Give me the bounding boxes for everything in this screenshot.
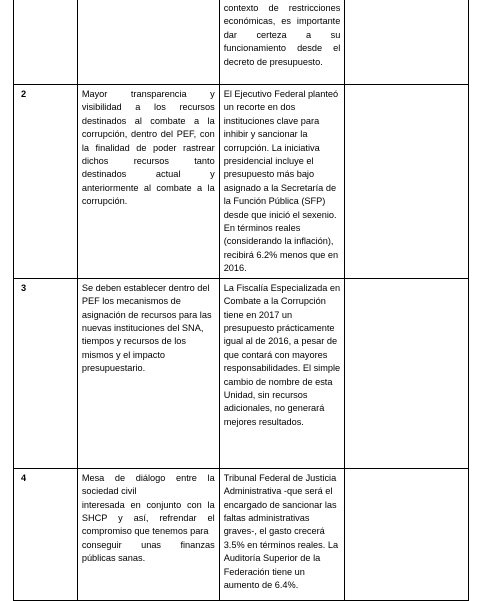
analysis-cell	[219, 0, 345, 85]
row-number-cell: 3	[14, 278, 78, 468]
analysis-text: contexto de restricciones económicas, es importante dar certeza a su funcionamiento desde el decreto de presupuesto.	[223, 3, 341, 67]
measure-line: Mesa de diálogo entre la sociedad civil	[81, 472, 215, 497]
measure-cell	[77, 468, 219, 600]
analysis-cell	[219, 468, 345, 600]
analysis-cell	[219, 85, 345, 279]
measure-cell	[77, 85, 219, 279]
extra-cell	[345, 0, 469, 85]
budget-measures-table	[13, 0, 469, 601]
extra-cell	[345, 468, 469, 600]
analysis-text: La Fiscalía Especializada en Combate a la Corrupción tiene en 2017 un presupuesto prácticamente igual al de 2016, a pesar de que contará con mayores responsabilidades. El simple cambio de nombre de esta Unidad, sin recursos adicionales, no generará mejores resultados.	[223, 282, 341, 427]
measure-text: Mayor transparencia y visibilidad a los recursos destinados al combate a la corrupción, dentro del PEF, con la finalidad de poder rastrear dichos recursos tanto destinados actual y anteriormente al combate a la corrupción.	[81, 89, 215, 207]
measure-text: Se deben establecer dentro del PEF los mecanismos de asignación de recursos para las nuevas instituciones del SNA, tiempos y recursos de los mismos y el impacto presupuestario.	[81, 282, 212, 374]
row-number-cell: 2	[14, 85, 78, 279]
table-row	[14, 85, 469, 279]
measure-line: interesada en conjunto con la SHCP y así, refrendar el compromiso que tenemos para	[81, 499, 215, 537]
measure-cell	[77, 278, 219, 468]
row-number-cell	[14, 0, 78, 85]
table-row	[14, 278, 469, 468]
extra-cell	[345, 278, 469, 468]
analysis-text: El Ejecutivo Federal planteó un recorte en dos instituciones clave para inhibir y sancionar la corrupción. La iniciativa presidencial incluye el presupuesto más bajo asignado a la Secretaría de la Función Pública (SFP) desde que inició el sexenio. En términos reales (considerando la inflación), recibirá 6.2% menos que en 2016.	[223, 89, 339, 274]
measure-cell	[77, 0, 219, 85]
analysis-cell	[219, 278, 345, 468]
table-row	[14, 0, 469, 85]
row-number-cell: 4	[14, 468, 78, 600]
table-row	[14, 468, 469, 600]
measure-line: conseguir unas finanzas públicas sanas.	[81, 539, 215, 564]
extra-cell	[345, 85, 469, 279]
analysis-text: Tribunal Federal de Justicia Administrativa -que será el encargado de sancionar las faltas administrativas graves-, el gasto crecerá 3.5% en términos reales. La Auditoría Superior de la Federación tiene un aumento de 6.4%.	[223, 472, 339, 590]
